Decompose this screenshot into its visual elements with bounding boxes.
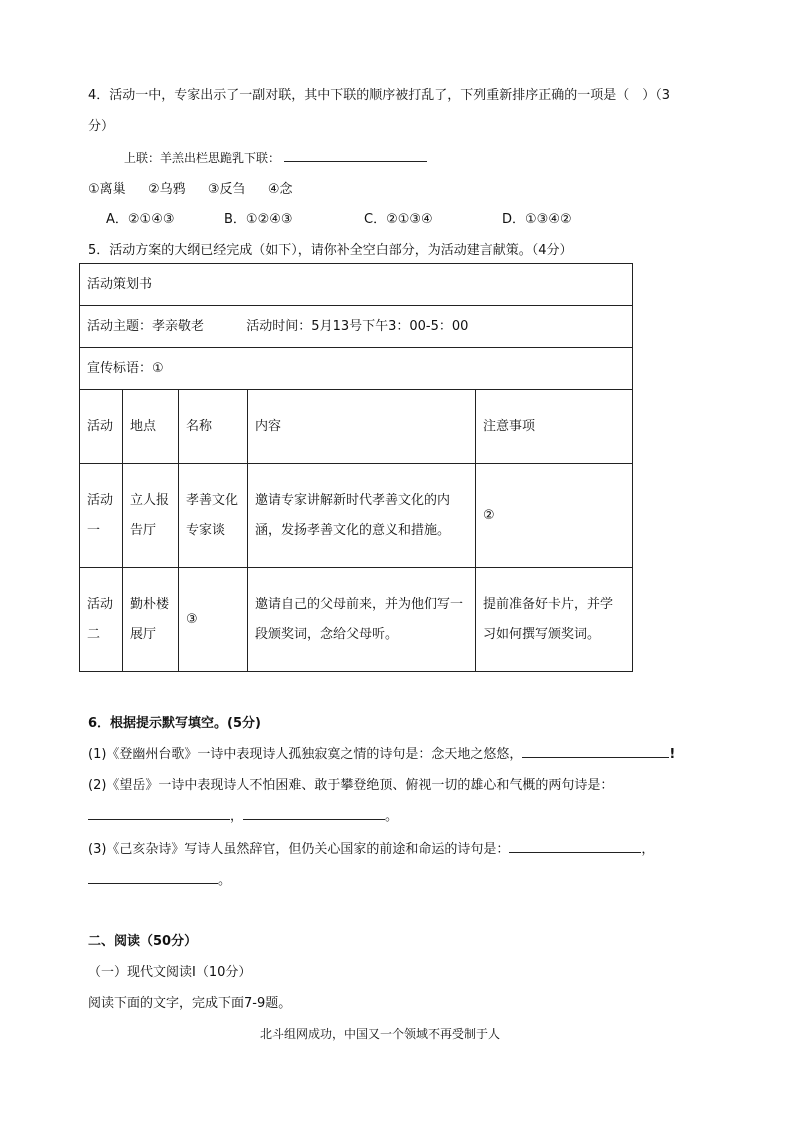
header-location: 地点 bbox=[123, 390, 179, 464]
section-heading: 二、阅读（50分） bbox=[88, 934, 198, 949]
q5-stem: 5．活动方案的大纲已经完成（如下），请你补全空白部分，为活动建言献策。（4分） bbox=[88, 243, 573, 258]
couplet-answer-blank bbox=[284, 147, 427, 162]
activity-plan-table bbox=[79, 263, 633, 672]
word-item: ②乌鸦 bbox=[147, 182, 186, 197]
q6-item1-end: ! bbox=[669, 747, 676, 762]
q4-stem-line2: 分） bbox=[88, 119, 115, 134]
row1-notes: ② bbox=[476, 464, 633, 568]
q4-option-c: C．②①③④ bbox=[364, 212, 433, 227]
word-item: ①离巢 bbox=[88, 182, 126, 197]
q6-item2: (2)《望岳》一诗中表现诗人不怕困难、敢于攀登绝顶、俯视一切的雄心和气概的两句诗是： bbox=[88, 778, 614, 793]
answer-blank bbox=[509, 838, 641, 853]
section-subheading: （一）现代文阅读Ⅰ（10分） bbox=[88, 965, 252, 980]
plan-time: 活动时间：5月13号下午3：00-5：00 bbox=[246, 318, 469, 334]
header-name: 名称 bbox=[179, 390, 248, 464]
row1-activity: 活动一 bbox=[80, 464, 123, 568]
answer-blank bbox=[88, 869, 218, 884]
header-content: 内容 bbox=[248, 390, 476, 464]
comma: ， bbox=[230, 809, 244, 824]
q4-couplet bbox=[124, 147, 427, 166]
q6-item3-answer-line bbox=[88, 869, 231, 888]
q4-option-b: B．①②④③ bbox=[224, 212, 293, 227]
plan-title: 活动策划书 bbox=[80, 264, 633, 306]
plan-slogan: 宣传标语：① bbox=[80, 348, 633, 390]
period: 。 bbox=[385, 809, 399, 824]
row1-location: 立人报告厅 bbox=[123, 464, 179, 568]
reading-instruction: 阅读下面的文字，完成下面7-9题。 bbox=[88, 996, 292, 1011]
row2-notes: 提前准备好卡片，并学习如何撰写颁奖词。 bbox=[476, 568, 633, 672]
q6-item2-answer-line bbox=[88, 805, 398, 824]
q6-item3-text: (3)《己亥杂诗》写诗人虽然辞官，但仍关心国家的前途和命运的诗句是： bbox=[88, 842, 510, 857]
q4-option-a: A．②①④③ bbox=[106, 212, 175, 227]
q6-stem: 6．根据提示默写填空。(5分) bbox=[88, 716, 261, 731]
q6-item3 bbox=[88, 838, 654, 857]
period: 。 bbox=[218, 873, 232, 888]
row1-name: 孝善文化专家谈 bbox=[179, 464, 248, 568]
plan-theme-time-row bbox=[80, 306, 633, 348]
article-title: 北斗组网成功，中国又一个领域不再受制于人 bbox=[260, 1027, 501, 1041]
q6-item1 bbox=[88, 743, 675, 762]
answer-blank bbox=[522, 743, 669, 758]
plan-theme: 活动主题：孝亲敬老 bbox=[87, 318, 205, 334]
answer-blank bbox=[243, 805, 385, 820]
q4-word-list bbox=[88, 178, 292, 197]
row2-activity: 活动二 bbox=[80, 568, 123, 672]
row1-content: 邀请专家讲解新时代孝善文化的内涵，发扬孝善文化的意义和措施。 bbox=[248, 464, 476, 568]
q6-item1-text: (1)《登幽州台歌》一诗中表现诗人孤独寂寞之情的诗句是：念天地之悠悠， bbox=[88, 747, 523, 762]
word-item: ③反刍 bbox=[207, 182, 246, 197]
header-activity: 活动 bbox=[80, 390, 123, 464]
q4-option-d: D．①③④② bbox=[502, 212, 572, 227]
couplet-label: 上联：羊羔出栏思跪乳下联： bbox=[124, 151, 281, 165]
answer-blank bbox=[88, 805, 230, 820]
row2-location: 勤朴楼展厅 bbox=[123, 568, 179, 672]
comma: ， bbox=[641, 842, 655, 857]
q4-stem-line1: 4．活动一中，专家出示了一副对联，其中下联的顺序被打乱了，下列重新排序正确的一项是（ ）（3 bbox=[88, 88, 671, 103]
header-notes: 注意事项 bbox=[476, 390, 633, 464]
row2-name: ③ bbox=[179, 568, 248, 672]
row2-content: 邀请自己的父母前来，并为他们写一段颁奖词，念给父母听。 bbox=[248, 568, 476, 672]
word-item: ④念 bbox=[267, 182, 293, 197]
